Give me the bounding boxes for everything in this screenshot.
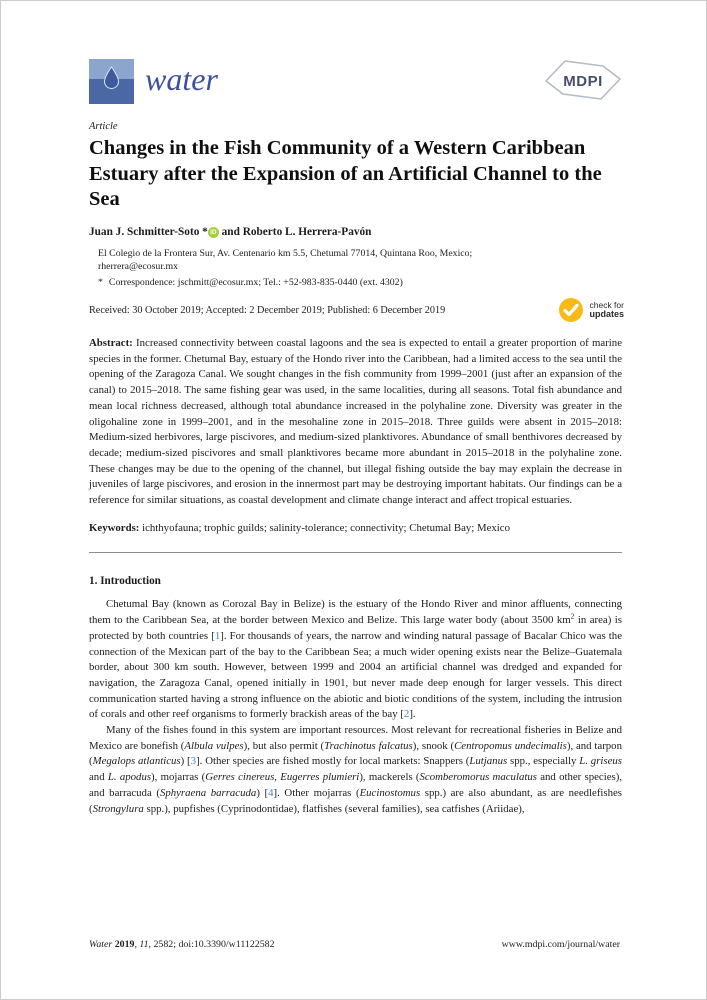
page-footer (89, 939, 620, 950)
correspondence-text[interactable]: Correspondence: jschmitt@ecosur.mx; Tel.: +52-983-835-0440 (ext. 4302) (108, 276, 403, 288)
abstract (89, 336, 622, 509)
correspondence-line (89, 276, 622, 290)
mdpi-logo (544, 59, 622, 101)
water-logo-mark (89, 59, 134, 104)
dates-line: Received: 30 October 2019; Accepted: 2 December 2019; Published: 6 December 2019 (89, 305, 446, 316)
crossmark-check-icon (558, 297, 584, 323)
footer-citation: Water 2019, 11, 2582; doi:10.3390/w11122582 (89, 939, 275, 950)
affiliation-line: El Colegio de la Frontera Sur, Av. Centenario km 5.5, Chetumal 77014, Quintana Roo, Mexico; (98, 247, 473, 259)
author-first: Juan J. Schmitter-Soto * (89, 225, 208, 238)
abstract-label: Abstract: (89, 337, 133, 349)
footer-journal-url[interactable]: www.mdpi.com/journal/water (501, 939, 620, 950)
intro-paragraph-1: Chetumal Bay (known as Corozal Bay in Belize) is the estuary of the Hondo River and minor affluents, connecting them to the Caribbean Sea, at the border between Mexico and Belize. This large water body (about 3500 $km^2$ in area) is protected by both countries [1]. For thousands of years, the narrow and winding natural passage of Bacalar Chico was the connection of the Mexican part of the bay to the Caribbean Sea; a much wider opening exists near the Belize–Guatemala border, about 300 km south. However, between 1999 and 2004 an artificial channel was dredged and expanded for navigation, the Zaragoza Canal, opened initially in 1901, but never made deep enough for larger vessels. This direct communication started having a strong influence on the abiotic and biotic conditions of the system, including the intrusion of corals and other reef organisms to formerly brackish areas of the bay [2]. (89, 598, 622, 721)
page-content (89, 59, 622, 817)
article-type-label: Article (89, 121, 118, 132)
author-second: and Roberto L. Herrera-Pavón (218, 225, 372, 238)
badge-line1: check for (589, 299, 624, 310)
page-title: Changes in the Fish Community of a Western Caribbean Estuary after the Expansion of an Artificial Channel to the Sea (89, 137, 602, 210)
affiliation-email[interactable]: rherrera@ecosur.mx (98, 261, 179, 272)
badge-line2: updates (589, 309, 624, 319)
correspondence-marker: * (98, 276, 103, 288)
intro-paragraph-2: Many of the fishes found in this system are important resources. Most relevant for recreational fisheries in Belize and Mexico are bonefish (Albula vulpes), but also permit (Trachinotus falcatus), snook (Centropomus undecimalis), and tarpon (Megalops atlanticus) [3]. Other species are fished mostly for local markets: Snappers (Lutjanus spp., especially L. griseus and L. apodus), mojarras (Gerres cinereus, Eugerres plumieri), mackerels (Scomberomorus maculatus and other species), and barracuda (Sphyraena barracuda) [4]. Other mojarras (Eucinostomus spp.) are also abundant, as are needlefishes (Strongylura spp.), pupfishes (Cyprinodontidae), flatfishes (several families), sea catfishes (Ariidae), (89, 724, 623, 815)
affiliation-block (98, 247, 622, 274)
section-divider (89, 552, 622, 553)
keywords (89, 521, 622, 537)
page-header (89, 59, 622, 104)
svg-text:MDPI: MDPI (563, 73, 603, 90)
check-for-updates-badge[interactable] (558, 297, 624, 323)
orcid-icon[interactable]: iD (208, 227, 219, 238)
author-line (89, 226, 622, 238)
keywords-label: Keywords: (89, 521, 140, 534)
water-journal-logo (89, 59, 218, 104)
journal-name: water (145, 60, 218, 97)
keywords-text: ichthyofauna; trophic guilds; salinity-tolerance; connectivity; Chetumal Bay; Mexico (142, 521, 510, 534)
badge-text (589, 301, 624, 320)
abstract-text: Increased connectivity between coastal lagoons and the sea is expected to entail a greater proportion of marine species in the former. Chetumal Bay, estuary of the Hondo river into the Caribbean, had a limited access to the sea until the opening of the Zaragoza Canal. We sought changes in the fish community from 1999–2001 (just after an expansion of the canal) to 2015–2018. The same fishing gear was used, in the same localities, during all seasons. Total fish abundance and mean local richness decreased, although total abundance increased in the polyhaline zone. Diversity was greater in the oligohaline zone in 1999–2001, and in the mesohaline zone in 2015–2018. Three guilds were absent in 2015–2018: Medium-sized herbivores, large piscivores, and medium-sized planktivores. Abundance of small benthivores decreased by decade; medium-sized piscivores and small planktivores became more abundant in 2015–2018 in the polyhaline zone. These changes may be due to the opening of the channel, but illegal fishing outside the bay may explain the decrease in juveniles of large piscivores, and erosion in the innermost part may be destroying important habitats. Our findings can be a reference for similar situations, as coastal development and climate change interact and affect tropical estuaries. (89, 337, 622, 507)
water-droplet-icon (89, 59, 134, 104)
intro-heading: 1. Introduction (89, 575, 161, 588)
mdpi-hexagon-icon (544, 59, 622, 101)
